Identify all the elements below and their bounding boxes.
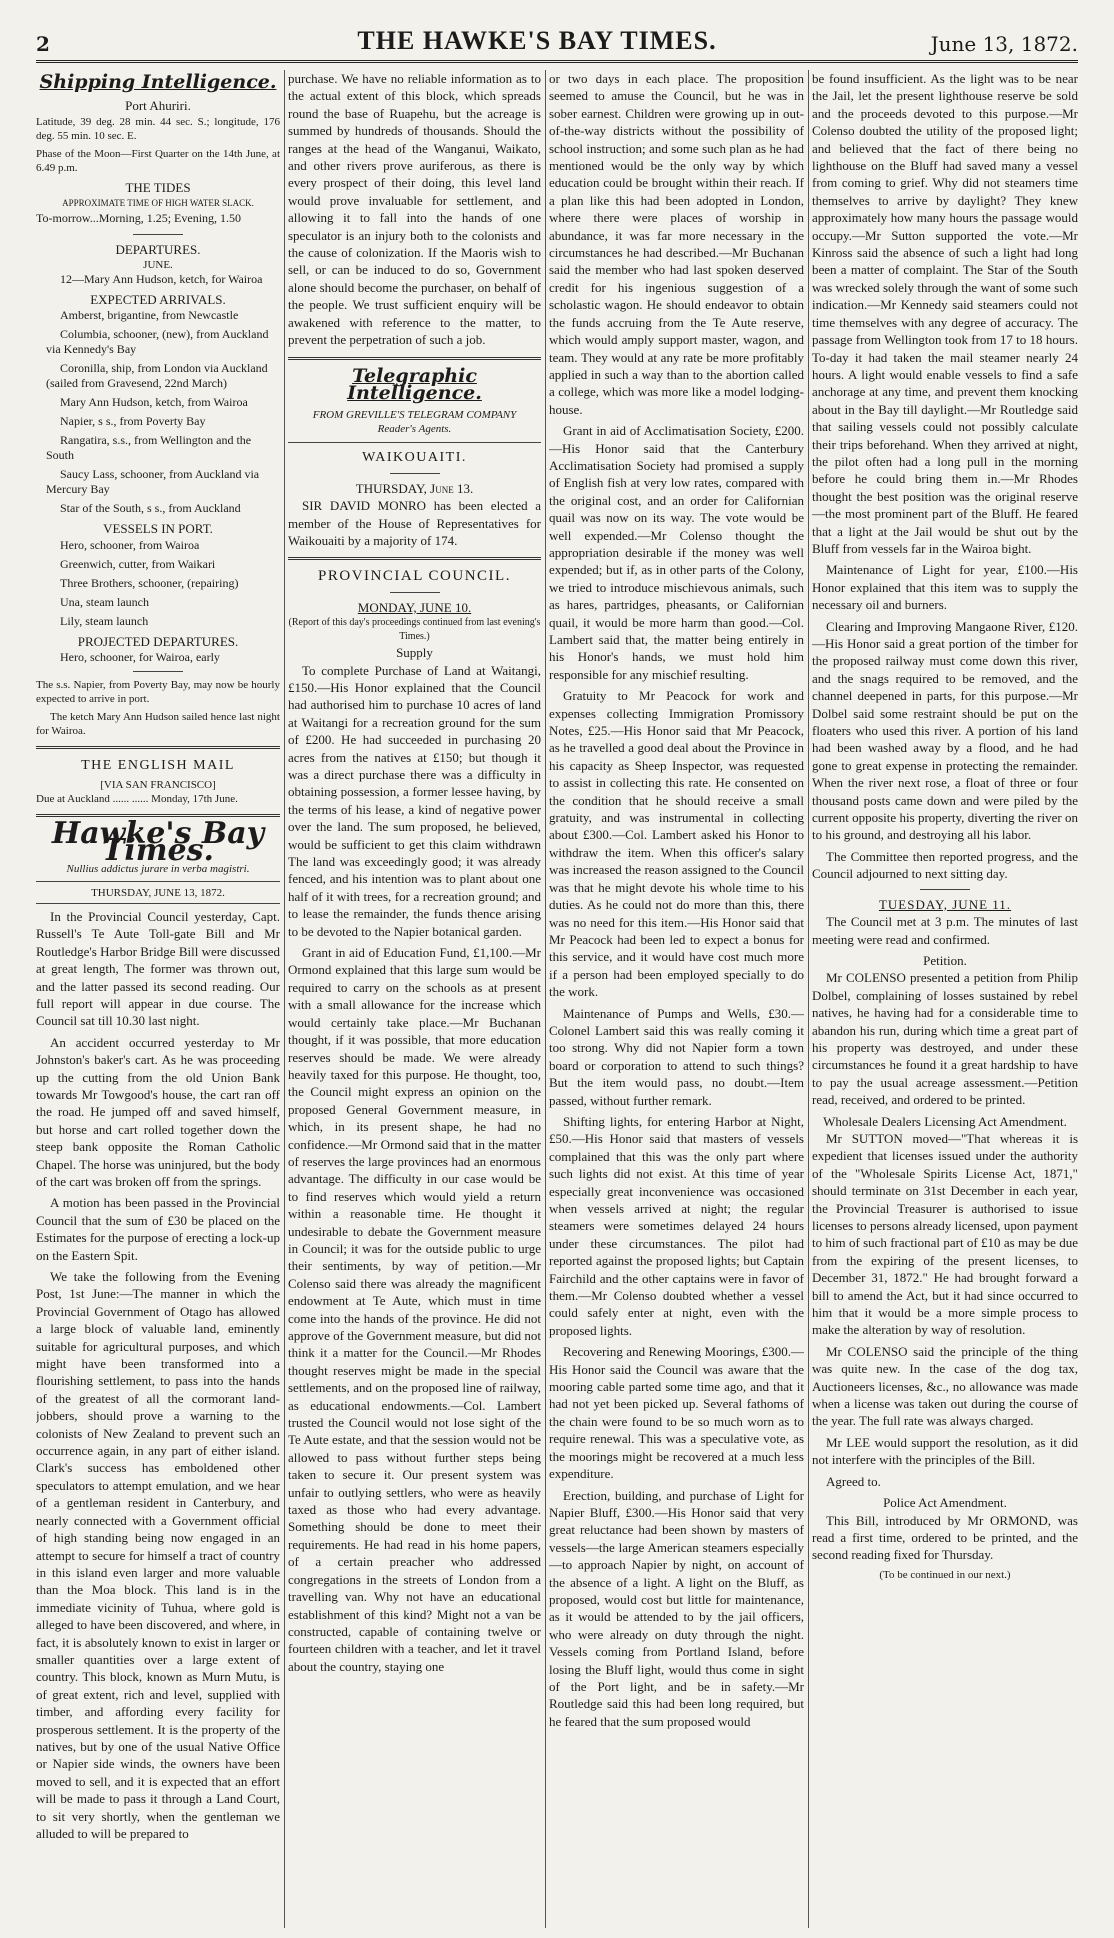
telegraphic-heading: Telegraphic Intelligence.: [347, 364, 482, 404]
column-divider: [545, 70, 546, 1928]
article-paragraph: purchase. We have no reliable information as to the actual extent of this block, which spreads round the base of Ruapehu, but the acreage is summed by hundreds of thousands. Should the ranges at the head of the Wanganui, Waikato, and other rivers prove auriferous, as there is every prospect of their doing, this level land would prove invaluable for settlement, and allowing it to fall into the hands of one speculator is an injury both to the colonists and the cause of colonization. If the Maoris wish to sell, or can be induced to do so, Government alone should become the purchaser, on behalf of the people. We trust sufficient enquiry will be awakened with reference to the matter, to prevent the perpetration of such a job.: [288, 71, 541, 348]
masthead: [36, 26, 1078, 56]
projected-heading: PROJECTED DEPARTURES.: [77, 633, 239, 649]
list-item: Mary Ann Hudson, ketch, from Wairoa: [60, 395, 248, 410]
list-item: Napier, s s., from Poverty Bay: [60, 414, 206, 429]
list-item: Lily, steam launch: [60, 613, 149, 628]
page-number: 2: [36, 32, 50, 56]
article-paragraph: A motion has been passed in the Provincial Council that the sum of £30 be placed on the Estimates for the purpose of erecting a lock-up on the Eastern Spit.: [36, 1195, 280, 1263]
port-name: Port Ahuriri.: [125, 98, 191, 114]
moon-phase: Phase of the Moon—First Quarter on the 14th June, at 6.49 p.m.: [36, 147, 280, 174]
column-1: [36, 70, 280, 1928]
list-item: Saucy Lass, schooner, from Auckland via Mercury Bay: [46, 467, 260, 497]
list-item: Coronilla, ship, from London via Auckland (sailed from Gravesend, 22nd March): [46, 361, 268, 391]
divider: [288, 557, 541, 560]
article-paragraph: Maintenance of Light for year, £100.—His Honor explained that this item was to supply the necessary oil and burners.: [812, 562, 1078, 613]
article-paragraph: We take the following from the Evening Post, 1st June:—The manner in which the Provincial Government of Otago has allowed a large block of valuable land, eminently suitable for agricultural purposes, and which might have been transformed into a flourishing settlement, to pass into the hands of the greatest of all the cormorant land-jobbers, should prove a warning to the colonists of New Zealand to prevent such an occurrence again, in any part of either island. Clark's success has emboldened other speculators to attempt emulation, and we hear of a gentleman resident in Canterbury, and nearly connected with a Government official of high standing being now engaged in an attempt to secure for himself a tract of country in this island even larger and more valuable than the Moa block. This land is in the immediate vicinity of Tuhua, where gold is alleged to have been discovered, and where, in fact, it is absolutely known to exist in larger or smaller quantities over a large extent of country. This block, known as Murn Mutu, is of great extent, rich and level, supplied with timber, and affording every facility for prosperous settlement. It is the property of the natives, but by one of the usual Native Office or Napier side winds, the owners have been moved to sell, and it is expected that an effort will be made to pass it through a Land Court, to sit very shortly, when the gentleman we alluded to will be prepared to: [36, 1269, 280, 1841]
mail-heading: THE ENGLISH MAIL: [81, 758, 235, 774]
divider: [288, 357, 541, 360]
article-paragraph: In the Provincial Council yesterday, Capt. Russell's Te Aute Toll-gate Bill and Mr Routledge's Harbor Bridge Bill were discussed at great length, The former was thrown out, and the latter passed its second reading. Our full report will appear in due course. The Council sat till 10.30 last night.: [36, 908, 280, 1029]
mail-sub: [VIA SAN FRANCISCO]: [100, 778, 216, 791]
dateline: THURSDAY, JUNE 13, 1872.: [36, 886, 280, 904]
continued-note: (To be continued in our next.): [879, 1568, 1011, 1581]
list-item: Three Brothers, schooner, (repairing): [60, 575, 239, 590]
article-paragraph: Maintenance of Pumps and Wells, £30.—Colonel Lambert said this was really coming it too strong. Why did not Napier form a town board or corporation to attend to such things? But the item would pass, no doubt.—Item passed, without further remark.: [549, 1005, 804, 1108]
column-4: [812, 70, 1078, 1928]
list-item: Greenwich, cutter, from Waikari: [60, 556, 216, 571]
shipping-heading: Shipping Intelligence.: [39, 71, 277, 93]
list-item: Hero, schooner, from Wairoa: [60, 537, 200, 552]
column-2: [288, 70, 541, 1928]
divider: [133, 234, 183, 235]
column-divider: [284, 70, 285, 1928]
issue-date: June 13, 1872.: [930, 32, 1078, 56]
tides-sub: APPROXIMATE TIME OF HIGH WATER SLACK.: [62, 198, 254, 209]
divider: [36, 746, 280, 749]
departures-heading: DEPARTURES.: [115, 241, 201, 257]
column-3: [549, 70, 804, 1928]
article-paragraph: be found insufficient. As the light was to be near the Jail, let the present lighthouse reserve be sold and the proceeds devoted to this purpose.—Mr Colenso doubted the utility of the proposed light; and believed that the fact of there being no lighthouse on the Bluff had saved many a vessel from coming to grief. Why did not steamers time themselves to arrive by daylight? They knew approximately how many hours the passage would occupy.—Mr Sutton supported the vote.—Mr Kinross said the absence of such a light had long been a matter of complaint. The Star of the South was wrecked solely through the want of some such indication.—Mr Kennedy said steamers could not time themselves with any degree of accuracy. The passage from Wellington took from 17 to 18 hours. To-day it had taken the mail steamer nearly 24 hours. A light would enable vessels to find a safe anchorage at any time, and prevent them knocking about in the Bay till daylight.—Mr Routledge said that sailing vessels could not possibly calculate their trips beforehand. When they arrived at night, the pilot often had a long pull in the morning before he could bring them in.—Mr Rhodes thought the best position was the original reserve—the most prominent part of the Bluff. He feared that a light at the Jail would be shut out by the Bluff from vessels far in the Wairoa bight.: [812, 71, 1078, 556]
telegram-date: THURSDAY, June 13.: [355, 480, 474, 496]
divider: [133, 671, 183, 672]
article-paragraph: An accident occurred yesterday to Mr Johnston's baker's cart. As he was proceeding up the cutting from the old Union Bank towards Mr Towgood's house, the cart ran off the road. He jumped off and saved himself, but horse and cart rolled together down the steep bank opposite the Roman Catholic Chapel. The horse was uninjured, but the body of the cart was broken off from the springs.: [36, 1034, 280, 1189]
departures-month: JUNE.: [143, 259, 173, 272]
tides-times: To-morrow...Morning, 1.25; Evening, 1.50: [36, 211, 242, 226]
list-item: Columbia, schooner, (new), from Auckland via Kennedy's Bay: [46, 327, 269, 357]
council-date: MONDAY, JUNE 10.: [357, 599, 472, 615]
masthead-rule: [36, 60, 1078, 63]
paper-title: Hawke's Bay Times.: [51, 815, 265, 869]
tides-heading: THE TIDES: [125, 179, 191, 195]
telegraphic-agents: Reader's Agents.: [377, 423, 452, 436]
shipping-note: The s.s. Napier, from Poverty Bay, may now be hourly expected to arrive in port.: [36, 679, 280, 706]
article-paragraph: Grant in aid of Acclimatisation Society, £200.—His Honor said that the Canterbury Acclimatisation Society had promised a supply of English fish at very low rates, compared with the original cost, and an order for Californian quail was now on its way. The vote would be well expended.—Mr Colenso thought the appropriation desirable if the money was well expended; but if, as in other parts of the Colony, we tried to introduce mischievous animals, such as hares, partridges, pheasants, or Californian quail, it would be more harm than good.—Col. Lambert said that, the matter being entirely in his Honor's hands, we must hold him responsible for any mischief resulting.: [549, 423, 804, 682]
shipping-note: The ketch Mary Ann Hudson sailed hence last night for Wairoa.: [36, 711, 280, 738]
motto: Nullius addictus jurare in verba magistri.: [36, 861, 280, 881]
tuesday-date: TUESDAY, JUNE 11.: [878, 896, 1012, 912]
list-item: Una, steam launch: [60, 594, 149, 609]
article-paragraph: Mr SUTTON moved—"That whereas it is expedient that licenses issued under the authority of the "Wholesale Spirits License Act, 1871," should terminate on 31st December in each year, the Provincial Treasurer is authorised to issue licenses to persons already licensed, upon payment to him of such fractional part of £10 as may be due from the expiring of the present licenses, to December 31, 1872." He had brought forward a bill to amend the Act, but it had since occurred to him that it would be a more simple process to make the alteration by way of resolution.: [812, 1130, 1078, 1338]
council-heading: PROVINCIAL COUNCIL.: [318, 568, 511, 585]
article-paragraph: This Bill, introduced by Mr ORMOND, was read a first time, ordered to be printed, and the second reading fixed for Thursday.: [812, 1512, 1078, 1563]
divider: [390, 592, 440, 593]
article-paragraph: Mr LEE would support the resolution, as it did not interfere with the principles of the Bill.: [812, 1434, 1078, 1468]
telegraphic-source: FROM GREVILLE'S TELEGRAM COMPANY: [312, 409, 517, 422]
article-paragraph: Recovering and Renewing Moorings, £300.—His Honor said the Council was aware that the mooring cable parted some time ago, and that it had not yet been picked up. Several fathoms of the chain were found to be so much worn as to require renewal. This was a speculative vote, as the moorings might be recovered at a much less expenditure.: [549, 1344, 804, 1482]
list-item: Star of the South, s s., from Auckland: [60, 501, 241, 516]
supply-heading: Supply: [396, 645, 433, 661]
article-paragraph: or two days in each place. The proposition seemed to amuse the Council, but he was in sober earnest. Children were growing up in out-of-the-way districts without the possibility of school instruction; and some such plan as he had mentioned would be the only way by which education could be brought within their reach. If a plan like this had been adopted in London, where there were places of worship in abundance, it was far more necessary in the circumstances he had described.—Mr Buchanan said the member who had last spoken deserved credit for his ingenious suggestion of a scholastic wagon. He should endeavor to obtain the funds accruing from the Te Aute reserve, which would amply support master, wagon, and team. They would at any rate be more profitably applied in such a way than to the abortion called a college, which was more like a model lodging-house.: [549, 71, 804, 417]
council-note: (Report of this day's proceedings continued from last evening's Times.): [288, 617, 541, 643]
article-paragraph: Mr COLENSO said the principle of the thing was quite new. In the case of the dog tax, Auctioneers licenses, &c., no allowance was made when a license was taken out during the course of the year. The full rate was always charged.: [812, 1343, 1078, 1429]
article-paragraph: Mr COLENSO presented a petition from Philip Dolbel, complaining of losses sustained by rebel natives, he having had for a considerable time to abandon his run, during which time a great part of his property was destroyed, and under these circumstances he found it a great hardship to have to pay the usual acreage assessment.—Petition read, received, and ordered to be printed.: [812, 970, 1078, 1108]
wholesale-heading: Wholesale Dealers Licensing Act Amendment.: [823, 1113, 1067, 1129]
list-item: Rangatira, s.s., from Wellington and the South: [46, 433, 252, 463]
petition-heading: Petition.: [923, 952, 967, 968]
latitude: Latitude, 39 deg. 28 min. 44 sec. S.; longitude, 176 deg. 55 min. 10 sec. E.: [36, 115, 280, 142]
article-paragraph: The Council met at 3 p.m. The minutes of last meeting were read and confirmed.: [812, 914, 1078, 947]
article-paragraph: Shifting lights, for entering Harbor at Night, £50.—His Honor said that masters of vessels complained that this was the only part where such lights did not exist. At this time of year especially great inconvenience was occasioned when vessels arrived at night; the regular steamers were sometimes delayed 24 hours under these circumstances. The pilot had reported against the proposed lights; but Captain Fairchild and the other captains were in favor of them.—Mr Colenso doubted whether a vessel could safely enter at night, even with the proposed lights.: [549, 1113, 804, 1338]
article-paragraph: To complete Purchase of Land at Waitangi, £150.—His Honor explained that the Council had authorised him to purchase 10 acres of land at Waitangi for a recreation ground for the sum of £200. He had succeeded in purchasing 20 acres from the natives at £150; but though it was a direct purchase there was a difficulty in obtaining possession, a former lessee having, by the terms of his lease, a kind of negative power over the land. The sum proposed, he believed, would be sufficient to get this claim withdrawn The land was exceedingly good; it was already fenced, and his intention was to plant about one half of it with trees, for a recreation ground; and to lease the remainder, the funds thence arising to be devoted to the Napier botanical garden.: [288, 662, 541, 939]
article-paragraph: Grant in aid of Education Fund, £1,100.—Mr Ormond explained that this large sum would be required to carry on the schools as at present with a small allowance for the increase which would certainly take place.—Mr Buchanan thought, if it was possible, that more education reserves should be made. We were already heavily taxed for this purpose. He thought, too, the Council might express an opinion on the proposed General Government measure, in which, in its present shape, he had no confidence.—Mr Ormond said that in the matter of reserves the large provinces had an enormous advantage. The difficulty in our case would be to find reserves which would yield a return within a reasonable time. He thought it undesirable to debate the Government measure in Council; it was for the outside public to urge their sentiments, by way of petition.—Mr Colenso said there was already the magnificent endowment at Te Aute, which must in time come into the hands of the province. He did not approve of the Government measure, but did not think it a matter for the Council.—Mr Rhodes thought reserves might be made in the special settlements, and on the proposed line of railway, as educational endowments.—Col. Lambert trusted the Council would not lose sight of the Te Aute estate, and that the session would not be allowed to pass without further steps being taken to secure it. Our present system was unfair to outlying settlers, who were as heavily taxed as those who had every advantage. Something should be done to meet their requirements. He had read in his home papers, of a certain preacher who addressed congregations in the streets of London from a travelling van. Why not have an educational establishment of this kind? Might not a van be constructed, capable of containing twelve or fourteen children with a teacher, and let it travel about the country, staying one: [288, 945, 541, 1674]
list-item: 12—Mary Ann Hudson, ketch, for Wairoa: [60, 272, 263, 287]
divider: [920, 889, 970, 890]
article-paragraph: Gratuity to Mr Peacock for work and expenses collecting Immigration Promissory Notes, £25.—His Honor said that Mr Peacock, as he travelled a good deal about the Province in his capacity as Sheep Inspector, was requested to assist in collecting this rate. He consented on the condition that he should receive a small gratuity, and was instrumental in collecting about £300.—Col. Lambert asked his Honor to withdraw the item. When this officer's salary was increased the reason assigned to the Council was that he might devote his whole time to his duties. As he could not do more than this, there was no need for this item.—His Honor said that Mr Peacock had been led to expect a bonus for this service, and it would have cost much more if a person had been employed specially to do the work.: [549, 688, 804, 1000]
article-paragraph: The Committee then reported progress, and the Council adjourned to next sitting day.: [812, 848, 1078, 882]
divider: [288, 442, 541, 443]
mail-due: Due at Auckland ...... ...... Monday, 17th June.: [36, 792, 238, 805]
article-paragraph: Erection, building, and purchase of Light for Napier Bluff, £300.—His Honor said that very great reluctance had been shown by masters of vessels—the large American steamers especially—to approach Napier by night, on account of the absence of a light. A light on the Bluff, as proposed, would cost but little for maintenance, as it would be attended to by the jail officers, who were already on duty through the night. Vessels coming from Portland Island, before losing the Bluff light, would thus come in sight of the Port light, and be in safety.—Mr Routledge said this had been long required, but he feared that the sum proposed would: [549, 1487, 804, 1729]
police-heading: Police Act Amendment.: [883, 1495, 1007, 1511]
inport-heading: VESSELS IN PORT.: [103, 521, 213, 537]
list-item: Amberst, brigantine, from Newcastle: [60, 308, 239, 323]
arrivals-heading: EXPECTED ARRIVALS.: [90, 292, 226, 308]
place-heading: WAIKOUAITI.: [362, 450, 467, 466]
article-paragraph: SIR DAVID MONRO has been elected a member of the House of Representatives for Waikouaiti by a majority of 174.: [288, 498, 541, 548]
divider: [390, 473, 440, 474]
list-item: Hero, schooner, for Wairoa, early: [60, 650, 220, 665]
article-paragraph: Clearing and Improving Mangaone River, £120.—His Honor said a great portion of the timber for the proposed railway must come down this river, and the snags required to be removed, and the channel deepened in parts, for this purpose.—Mr Dolbel said some restraint should be put on the floaters who used this river. A portion of his land had been washed away by a flood, and he had gone to great expense in protecting the remainder. When the river next rose, a float of three or four thousand posts came down and were piled by the current opposite his property, diverting the river on to his ground, and destroying all his labor.: [812, 618, 1078, 843]
column-divider: [808, 70, 809, 1928]
article-paragraph: Agreed to.: [826, 1473, 881, 1489]
newspaper-title: THE HAWKE'S BAY TIMES.: [357, 26, 717, 55]
